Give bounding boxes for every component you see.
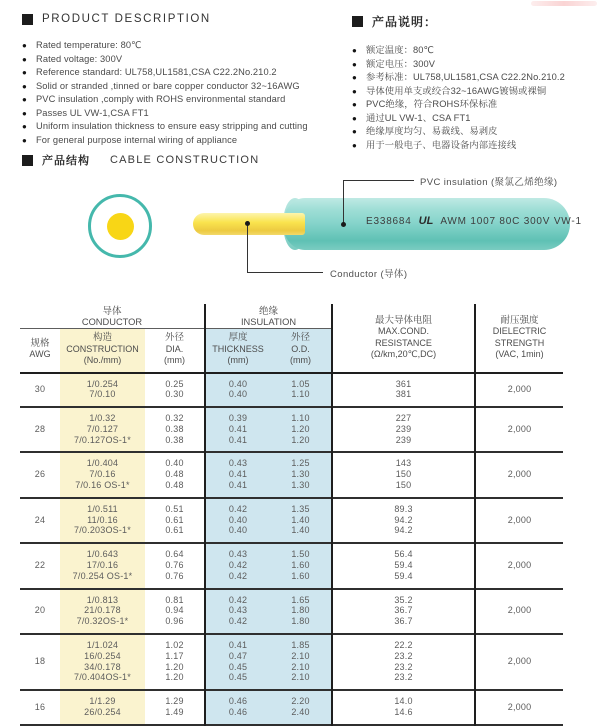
thickness-cell (205, 634, 270, 690)
cell-line: 0.42 (228, 570, 248, 581)
cell-line: 1.25 (291, 458, 310, 469)
list-item-text: PVC绝缘，符合ROHS环保标准 (366, 99, 498, 110)
cell-line: 1.20 (291, 423, 310, 434)
cell-line: 1.29 (165, 696, 184, 707)
resistance-cell (332, 407, 475, 452)
thickness-cell (205, 373, 270, 408)
list-item-text: 导体使用单支或绞合32~16AWG镀锡或裸铜 (366, 85, 547, 96)
section-square-icon (352, 16, 363, 27)
col-dia: 外径 DIA. (mm) (145, 329, 205, 373)
bullet-icon: ● (22, 41, 27, 50)
cell-line: 0.38 (165, 423, 184, 434)
dia-cell (145, 690, 205, 725)
spec-table-body (20, 373, 563, 725)
pvc-leader-line-h (343, 180, 414, 181)
cell-line: 1.80 (291, 605, 310, 616)
cell-line: 1.40 (291, 525, 310, 536)
cell-line: 239 (395, 434, 412, 445)
dia-cell (145, 452, 205, 497)
product-description-list (22, 39, 344, 147)
cell-line: 0.42 (228, 616, 248, 627)
cell-line: 239 (395, 423, 412, 434)
bullet-icon: ● (22, 68, 27, 78)
cell-line: 0.42 (228, 594, 248, 605)
cell-line: 0.45 (228, 661, 248, 672)
cell-line: 2.10 (291, 661, 310, 672)
group-conductor: 导体 CONDUCTOR (20, 304, 205, 329)
cell-line: 1.20 (291, 434, 310, 445)
cell-line: 0.48 (165, 480, 184, 491)
product-description-header (22, 13, 344, 25)
cell-line: 1.60 (291, 560, 310, 571)
cell-line: 0.41 (228, 423, 248, 434)
cell-line: 89.3 (394, 503, 413, 514)
list-item (22, 107, 344, 121)
cell-line: 59.4 (394, 560, 413, 571)
list-item (22, 120, 344, 134)
construction-cell (60, 452, 145, 497)
od-cell (270, 634, 332, 690)
cell-line: 150 (395, 480, 412, 491)
thickness-cell (205, 690, 270, 725)
cell-line: 23.2 (394, 650, 413, 661)
cell-line: 0.38 (165, 434, 184, 445)
bullet-icon: ● (22, 95, 27, 105)
resistance-cell (332, 498, 475, 543)
product-notes-title: 产品说明： (372, 15, 438, 29)
list-item-text: 绝缘厚度均匀、易裁线、易剥皮 (366, 126, 498, 137)
dielectric-cell: 2,000 (507, 383, 532, 394)
list-item (22, 80, 344, 94)
bullet-icon: ● (352, 140, 357, 150)
bullet-icon: ● (352, 113, 357, 123)
list-item-text: 额定温度：80℃ (366, 45, 435, 55)
resistance-cell (332, 373, 475, 408)
list-item-text: Reference standard: UL758,UL1581,CSA C22.2No.210.2 (36, 67, 277, 78)
cell-line: 11/0.16 (87, 514, 118, 525)
cable-cross-section (88, 194, 152, 258)
list-item (352, 85, 602, 99)
cell-line: 1/0.813 (86, 594, 119, 605)
cell-line: 0.46 (228, 707, 248, 718)
product-description-section (22, 13, 344, 147)
construction-cell (60, 498, 145, 543)
cable-construction-header (22, 152, 259, 168)
cell-line: 0.61 (165, 514, 184, 525)
cell-line: 0.41 (228, 434, 248, 445)
cell-line: 1/0.643 (86, 549, 119, 560)
list-item-text: Rated temperature: 80℃ (36, 40, 142, 50)
cell-line: 0.47 (228, 650, 248, 661)
cell-line: 14.6 (394, 707, 413, 718)
cell-line: 94.2 (394, 525, 413, 536)
table-row (20, 690, 563, 725)
resistance-cell (332, 589, 475, 634)
cell-line: 56.4 (394, 549, 413, 560)
thickness-cell (205, 498, 270, 543)
cell-line: 0.25 (165, 378, 184, 389)
list-item (352, 125, 602, 139)
cell-line: 36.7 (394, 616, 413, 627)
list-item (22, 39, 344, 53)
list-item-text: For general purpose internal wiring of appliance (36, 134, 238, 145)
cell-line: 0.42 (228, 560, 248, 571)
cell-line: 0.40 (228, 514, 248, 525)
section-square-icon (22, 155, 33, 166)
od-cell (270, 543, 332, 588)
cell-line: 14.0 (394, 696, 413, 707)
cell-line: 0.40 (228, 525, 248, 536)
dia-cell (145, 634, 205, 690)
cell-line: 0.96 (165, 616, 184, 627)
cell-line: 1.50 (291, 549, 310, 560)
cell-line: 0.32 (165, 413, 184, 424)
product-notes-header (352, 13, 602, 30)
awg-cell: 26 (34, 469, 46, 480)
cell-line: 1.02 (165, 640, 184, 651)
dielectric-cell: 2,000 (507, 469, 532, 480)
table-row (20, 498, 563, 543)
dielectric-cell: 2,000 (507, 656, 532, 667)
list-item (22, 93, 344, 107)
list-item (22, 53, 344, 67)
od-cell (270, 407, 332, 452)
dielectric-cell: 2,000 (507, 605, 532, 616)
cell-line: 7/0.203OS-1* (74, 525, 131, 536)
table-row (20, 589, 563, 634)
bullet-icon: ● (352, 100, 357, 110)
dia-cell (145, 407, 205, 452)
list-item-text: PVC insulation ,comply with ROHS environmental standard (36, 94, 286, 105)
cell-line: 0.43 (228, 605, 248, 616)
cell-line: 2.10 (291, 672, 310, 683)
cable-print-text (366, 215, 582, 227)
bullet-icon: ● (22, 135, 27, 145)
cell-line: 7/0.127OS-1* (74, 434, 131, 445)
dia-cell (145, 373, 205, 408)
list-item (352, 58, 602, 72)
od-cell (270, 690, 332, 725)
cell-line: 0.64 (165, 549, 184, 560)
cell-line: 1.30 (291, 469, 310, 480)
cell-line: 1.17 (165, 650, 184, 661)
cell-line: 0.51 (165, 503, 184, 514)
product-notes-list (352, 44, 602, 152)
cell-line: 7/0.16 OS-1* (75, 480, 130, 491)
construction-title-zh: 产品结构 (42, 155, 90, 167)
pvc-leader-line-v (343, 180, 344, 224)
cell-line: 361 (395, 378, 412, 389)
dielectric-cell: 2,000 (507, 701, 532, 712)
list-item (352, 139, 602, 153)
cell-line: 2.20 (291, 696, 310, 707)
cell-line: 1.80 (291, 616, 310, 627)
bullet-icon: ● (352, 46, 357, 55)
od-cell (270, 373, 332, 408)
list-item-text: 用于一般电子、电器设备内部连接线 (366, 139, 517, 150)
cell-line: 0.41 (228, 480, 248, 491)
bullet-icon: ● (22, 54, 27, 64)
cell-line: 1.10 (291, 413, 310, 424)
cell-line: 0.61 (165, 525, 184, 536)
cell-line: 1/0.404 (86, 458, 119, 469)
pvc-leader-dot (341, 222, 346, 227)
table-row (20, 634, 563, 690)
list-item-text: Passes UL VW-1,CSA FT1 (36, 107, 149, 118)
list-item (22, 134, 344, 148)
list-item (22, 66, 344, 80)
list-item-text: 参考标准：UL758,UL1581,CSA C22.2No.210.2 (366, 72, 565, 83)
dia-cell (145, 543, 205, 588)
list-item-text: 额定电压：300V (366, 58, 436, 69)
dielectric-cell: 2,000 (507, 560, 532, 571)
construction-cell (60, 543, 145, 588)
cell-line: 1.40 (291, 514, 310, 525)
resistance-cell (332, 452, 475, 497)
cell-line: 2.10 (291, 650, 310, 661)
cell-line: 1.35 (291, 503, 310, 514)
construction-title-en: CABLE CONSTRUCTION (110, 154, 260, 166)
cell-line: 22.2 (394, 640, 413, 651)
cell-line: 7/0.10 (89, 389, 116, 400)
cell-line: 227 (395, 413, 412, 424)
resistance-cell (332, 690, 475, 725)
conductor-leader-line-h (247, 272, 323, 273)
cell-line: 0.30 (165, 389, 184, 400)
dielectric-cell: 2,000 (507, 423, 532, 434)
awg-cell: 16 (34, 701, 46, 712)
awg-cell: 22 (34, 560, 46, 571)
cropped-logo-fragment (531, 1, 597, 6)
cell-line: 7/0.127 (86, 423, 119, 434)
cell-line: 1/0.511 (87, 503, 118, 514)
construction-cell (60, 690, 145, 725)
cell-line: 26/0.254 (84, 707, 121, 718)
cell-line: 34/0.178 (84, 661, 121, 672)
col-awg: 规格 AWG (20, 329, 60, 373)
cell-line: 0.40 (165, 458, 184, 469)
cell-line: 1.60 (291, 570, 310, 581)
col-thickness: 厚度 THICKNESS (mm) (205, 329, 270, 373)
thickness-cell (205, 543, 270, 588)
dia-cell (145, 589, 205, 634)
list-item (352, 112, 602, 126)
bullet-icon: ● (352, 73, 357, 83)
col-resistance: 最大导体电阻 MAX.COND. RESISTANCE (Ω/km,20℃,DC) (332, 304, 475, 373)
cell-line: 0.40 (228, 378, 248, 389)
cell-line: 36.7 (394, 605, 413, 616)
cell-line: 35.2 (394, 594, 413, 605)
resistance-cell (332, 543, 475, 588)
cell-line: 7/0.254 OS-1* (72, 570, 133, 581)
cell-line: 0.42 (228, 503, 248, 514)
table-row (20, 543, 563, 588)
cell-line: 0.48 (165, 469, 184, 480)
list-item-text: 通过UL VW-1、CSA FT1 (366, 112, 471, 123)
product-description-title: PRODUCT DESCRIPTION (42, 13, 211, 25)
cell-line: 1.20 (165, 672, 184, 683)
cell-line: 7/0.32OS-1* (76, 616, 129, 627)
bullet-icon: ● (22, 122, 27, 132)
ul-mark-icon: UL (418, 215, 434, 227)
cable-spec-text: AWM 1007 80C 300V VW-1 (440, 215, 582, 227)
construction-cell (60, 373, 145, 408)
cell-line: 0.40 (228, 389, 248, 400)
cell-line: 1/1.024 (86, 640, 119, 651)
cell-line: 143 (395, 458, 412, 469)
cell-line: 94.2 (394, 514, 413, 525)
list-item (352, 44, 602, 58)
construction-cell (60, 407, 145, 452)
cell-line: 1.20 (165, 661, 184, 672)
cell-line: 0.45 (228, 672, 248, 683)
spec-table (20, 304, 563, 726)
table-row (20, 407, 563, 452)
bullet-icon: ● (352, 86, 357, 96)
list-item (352, 71, 602, 85)
cell-line: 1.65 (291, 594, 310, 605)
od-cell (270, 589, 332, 634)
awg-cell: 30 (34, 383, 46, 394)
bullet-icon: ● (352, 127, 357, 137)
section-square-icon (22, 14, 33, 25)
cell-line: 0.81 (165, 594, 184, 605)
cell-line: 1/0.32 (89, 413, 116, 424)
product-notes-section (352, 13, 602, 152)
cell-line: 7/0.404OS-1* (74, 672, 131, 683)
cell-line: 381 (395, 389, 412, 400)
resistance-cell (332, 634, 475, 690)
awg-cell: 24 (34, 514, 46, 525)
cell-line: 0.94 (165, 605, 184, 616)
cable-diagram (0, 168, 603, 304)
od-cell (270, 498, 332, 543)
list-item-text: Rated voltage: 300V (36, 53, 123, 64)
cell-line: 0.76 (165, 560, 184, 571)
awg-cell: 28 (34, 423, 46, 434)
awg-cell: 18 (34, 656, 46, 667)
cell-line: 0.41 (228, 640, 248, 651)
cell-line: 0.39 (228, 413, 248, 424)
cell-line: 23.2 (394, 672, 413, 683)
cell-line: 1.85 (291, 640, 310, 651)
cell-line: 2.40 (291, 707, 310, 718)
bullet-icon: ● (352, 59, 357, 69)
col-od: 外径 O.D. (mm) (270, 329, 332, 373)
conductor-core-circle (107, 213, 134, 240)
bullet-icon: ● (22, 108, 27, 118)
cert-number: E338684 (366, 215, 412, 227)
cell-line: 0.43 (228, 458, 248, 469)
cell-line: 7/0.16 (89, 469, 116, 480)
cell-line: 1.05 (291, 378, 310, 389)
construction-cell (60, 634, 145, 690)
cell-line: 150 (395, 469, 412, 480)
cell-line: 21/0.178 (84, 605, 121, 616)
list-item (352, 98, 602, 112)
thickness-cell (205, 452, 270, 497)
list-item-text: Uniform insulation thickness to ensure easy stripping and cutting (36, 121, 308, 132)
spec-table-head (20, 304, 563, 373)
table-row (20, 373, 563, 408)
cell-line: 1.49 (165, 707, 184, 718)
group-insulation: 绝缘 INSULATION (205, 304, 332, 329)
cell-line: 59.4 (394, 570, 413, 581)
list-item-text: Solid or stranded ,tinned or bare copper conductor 32~16AWG (36, 80, 300, 91)
cell-line: 1.30 (291, 480, 310, 491)
cell-line: 23.2 (394, 661, 413, 672)
cell-line: 0.41 (228, 469, 248, 480)
dielectric-cell: 2,000 (507, 514, 532, 525)
cell-line: 0.76 (165, 570, 184, 581)
conductor-leader-dot (245, 221, 250, 226)
conductor-label: Conductor (导体) (330, 269, 408, 280)
thickness-cell (205, 407, 270, 452)
pvc-insulation-label: PVC insulation (聚氯乙烯绝缘) (420, 177, 558, 188)
thickness-cell (205, 589, 270, 634)
conductor-leader-line-v (247, 224, 248, 272)
construction-cell (60, 589, 145, 634)
dia-cell (145, 498, 205, 543)
cell-line: 17/0.16 (86, 560, 119, 571)
cell-line: 0.46 (228, 696, 248, 707)
cell-line: 16/0.254 (84, 650, 121, 661)
bullet-icon: ● (22, 81, 27, 91)
cell-line: 1/1.29 (89, 696, 116, 707)
table-row (20, 452, 563, 497)
awg-cell: 20 (34, 605, 46, 616)
col-construction: 构造 CONSTRUCTION (No./mm) (60, 329, 145, 373)
od-cell (270, 452, 332, 497)
col-dielectric: 耐压强度 DIELECTRIC STRENGTH (VAC, 1min) (475, 304, 563, 373)
cell-line: 1.10 (291, 389, 310, 400)
cell-line: 1/0.254 (86, 378, 119, 389)
cell-line: 0.43 (228, 549, 248, 560)
